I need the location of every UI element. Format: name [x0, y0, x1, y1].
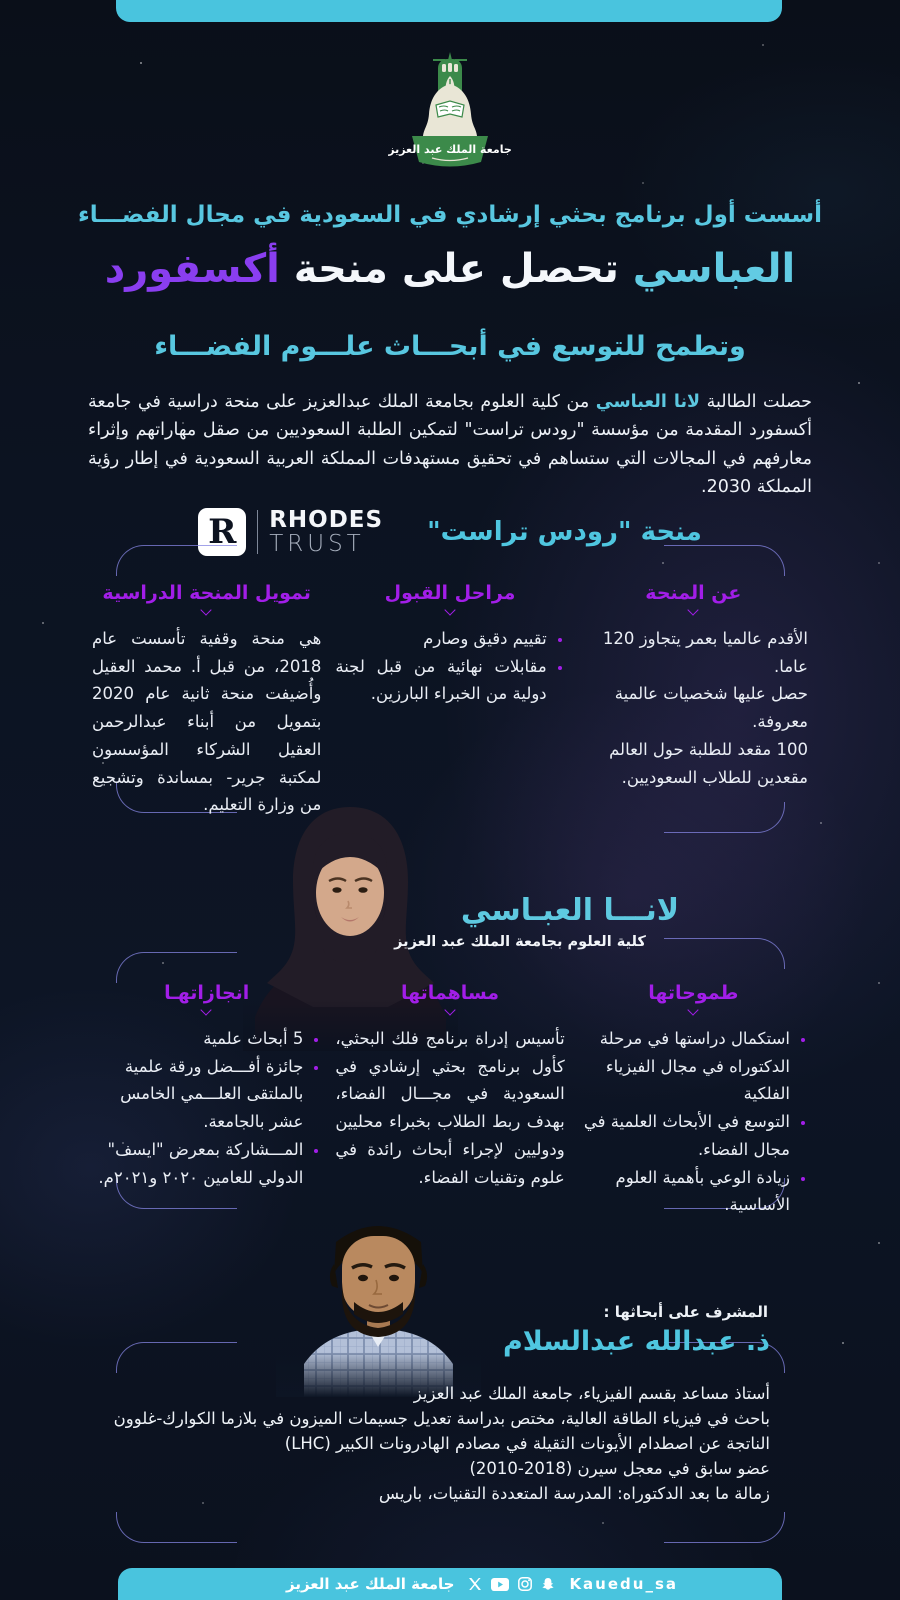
column-line: حصل عليها شخصيات عالمية معروفة.: [614, 684, 808, 732]
intro-student-name: لانا العباسي: [595, 392, 701, 412]
bracket-s3-bottom-left: [116, 1512, 237, 1543]
list-item: • جائزة أفـــضل ورقة علمية بالملتقى العلـــمي الخامس عشر بالجامعة.: [92, 1053, 303, 1136]
bio-line: أستاذ مساعد بقسم الفيزياء، جامعة الملك عبد العزيز: [413, 1384, 770, 1403]
chevron-down-icon: [202, 606, 211, 615]
chevron-down-icon: [202, 1006, 211, 1015]
svg-text:جامعة الملك عبد العزيز: جامعة الملك عبد العزيز: [388, 143, 512, 156]
bracket-s1-top-right: [664, 545, 785, 576]
footer-social-icons: [468, 1577, 555, 1591]
intro-paragraph: [88, 388, 812, 501]
column-title: انجازاتهـا: [164, 982, 250, 1004]
column-admission-stages: [335, 582, 564, 819]
bracket-s3-bottom-right: [664, 1512, 785, 1543]
column-title: مراحل القبول: [384, 582, 516, 604]
chevron-down-icon: [446, 1006, 455, 1015]
headline-name: العباسي: [632, 246, 796, 292]
list-item: • 5 أبحاث علمية: [92, 1025, 303, 1053]
list-item: • التوسع في الأبحاث العلمية في مجال الفضاء.: [579, 1108, 790, 1163]
bio-line: باحث في فيزياء الطاقة العالية، مختص بدراسة تعديل جسيمات الميزون في بلازما الكوارك-غلوون: [113, 1409, 770, 1429]
column-line: الأقدم عالميا بعمر يتجاوز 120 عاما.: [602, 629, 808, 676]
intro-pre: حصلت الطالبة: [700, 392, 812, 412]
kau-university-logo: [388, 50, 512, 180]
column-ambitions: [579, 982, 808, 1219]
column-achievements: [92, 982, 321, 1219]
column-title: مساهماتها: [400, 982, 500, 1004]
chevron-down-icon: [689, 1006, 698, 1015]
column-text: هي منحة وقفية تأسست عام 2018، من قبل أ. محمد العقيل وأُضيفت منحة ثانية عام 2020 بتمويل من أبناء عبدالرحمن العقيل الشركاء المؤسسون لمكتبة جرير- بمساندة وتشجيع من وزارة التعليم.: [92, 629, 322, 815]
rhodes-logo-line1: RHODES: [269, 507, 384, 533]
list-item: • تقييم دقيق وصارم: [335, 625, 546, 653]
footer-bar: [118, 1568, 782, 1600]
list-item: • استكمال دراستها في مرحلة الدكتوراه في مجال الفيزياء الفلكية: [579, 1025, 790, 1108]
headline-tagline: أسست أول برنامج بحثي إرشادي في السعودية في مجال الفضـــاء: [77, 202, 823, 228]
chevron-down-icon: [689, 606, 698, 615]
supervisor-portrait-photo: [276, 1202, 481, 1397]
column-title: عن المنحة: [645, 582, 742, 604]
column-about-scholarship: [579, 582, 808, 819]
rhodes-logo-mark: R: [198, 508, 246, 556]
supervisor-bio: [105, 1381, 770, 1506]
column-line: 100 مقعد للطلبة حول العالم مقعدين للطلاب السعوديين.: [609, 739, 808, 787]
column-title: طموحاتها: [648, 982, 739, 1004]
snapchat-icon[interactable]: [541, 1577, 555, 1591]
bio-line: الناتجة عن اصطدام الأيونات الثقيلة في مصادم الهادرونات الكبير (LHC): [284, 1434, 770, 1454]
rhodes-section-title: منحة "رودس تراست": [427, 517, 702, 548]
top-accent-bar: [116, 0, 782, 22]
column-scholarship-funding: [92, 582, 321, 819]
supervisor-label: المشرف على أبحاثها :: [603, 1303, 768, 1321]
rhodes-logo-separator: [257, 510, 258, 554]
headline-subline: وتطمح للتوسع في أبحـــاث علـــوم الفضـــاء: [154, 331, 746, 362]
bracket-s2-top-left: [116, 952, 237, 983]
starfield: [0, 0, 2, 2]
student-name: لانـــا العبـاسي: [460, 893, 680, 928]
footer-university-name: جامعة الملك عبد العزيز: [285, 1575, 455, 1593]
rhodes-logo-line2: TRUST: [269, 531, 365, 558]
x-icon[interactable]: [468, 1577, 482, 1591]
bio-line: عضو سابق في معجل سيرن (2018-2010): [469, 1459, 770, 1479]
instagram-icon[interactable]: [518, 1577, 532, 1591]
bracket-s1-top-left: [116, 545, 237, 576]
youtube-icon[interactable]: [491, 1578, 509, 1591]
list-item: • مقابلات نهائية من قبل لجنة دولية من الخبراء البارزين.: [335, 653, 546, 708]
headline-middle: تحصل على منحة: [279, 246, 633, 292]
headline-main: [0, 246, 900, 292]
column-title: تمويل المنحة الدراسية: [102, 582, 311, 604]
list-item: • زيادة الوعي بأهمية العلوم الأساسية.: [579, 1164, 790, 1219]
student-columns: [92, 982, 808, 1219]
headline-highlight: أكسفورد: [104, 246, 280, 292]
footer-social-handle[interactable]: Kauedu_sa: [569, 1575, 679, 1593]
bio-line: زمالة ما بعد الدكتوراه: المدرسة المتعددة التقنيات، باريس: [378, 1484, 770, 1504]
rhodes-columns: [92, 582, 808, 819]
column-text: تأسيس إدراة برنامج فلك البحثي، كأول برنامج بحثي إرشادي في السعودية في مجـــال الفضاء، بهدف ربط الطلاب بخبراء محليين ودوليين لإجراء أبحاث رائدة في علوم وتقنيات الفضاء.: [335, 1029, 565, 1187]
supervisor-name: ذ. عبدالله عبدالسلام: [503, 1326, 770, 1357]
chevron-down-icon: [446, 606, 455, 615]
column-contributions: [335, 982, 564, 1219]
bracket-s2-top-right: [664, 938, 785, 969]
list-item: • المـــشاركة بمعرض "ايسف" الدولي للعامين ٢٠٢٠ و٢٠٢١م.: [92, 1136, 303, 1191]
intro-post: من كلية العلوم بجامعة الملك عبدالعزيز على منحة دراسية في جامعة أكسفورد المقدمة من مؤسسة "رودس تراست" لتمكين الطلبة السعوديين من صقل مهاراتهم وإثراء معارفهم في المجالات التي ستساهم في تحقيق مستهدفات المملكة العربية السعودية في إطار رؤية المملكة 2030.: [88, 392, 812, 498]
bracket-s3-top-left: [116, 1342, 237, 1373]
student-college: كلية العلوم بجامعة الملك عبد العزيز: [394, 934, 646, 950]
